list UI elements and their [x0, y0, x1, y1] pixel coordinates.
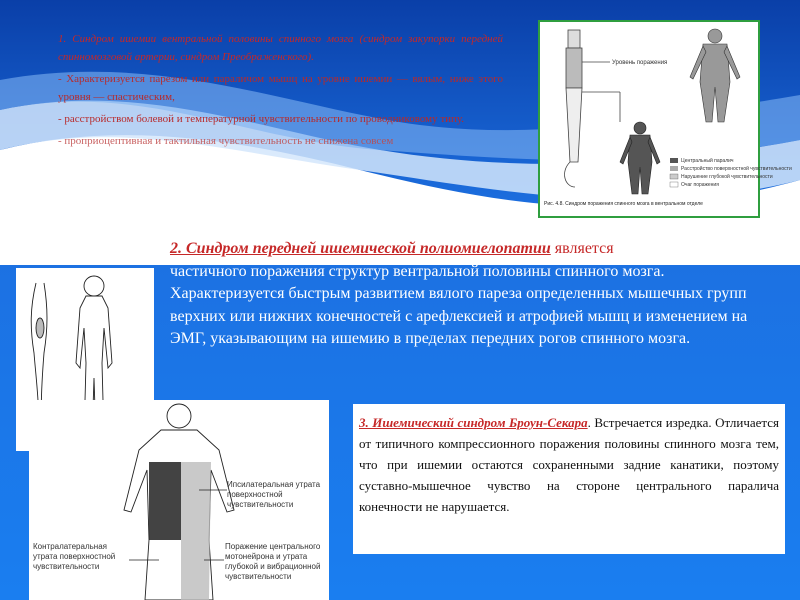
spinal-cord-illustration	[565, 30, 582, 187]
figure-ventral-syndrome	[538, 20, 792, 218]
body-figure-bottom	[620, 122, 660, 194]
figure-top-caption: Рис. 4.8. Синдром поражения спинного мозга в вентральном отделе	[544, 201, 703, 207]
label-ipsilateral: Ипсилатеральная утрата поверхностной чувствительности	[227, 480, 321, 509]
label-contralateral: Контралатеральная утрата поверхностной чувствительности	[33, 542, 116, 571]
syndrome-3-body: . Встречается изредка. Отличается от типичного компрессионного поражения половины спинного мозга тем, что при ишемии остаются сохраненными задние канатики, поэтому суставно-мышечное чувство на стороне центрального паралича конечности не нарушается.	[359, 415, 779, 514]
syndrome-1-subtitle: (синдром закупорки передней спинномозговой артерии, синдром Преображенского).	[58, 33, 504, 63]
figure-ventral-syndrome-illustration	[540, 22, 792, 212]
syndrome-1-text	[58, 30, 503, 154]
syndrome-1-item-3: - проприоцептивная и тактильная чувствительность не снижена совсем	[58, 135, 394, 147]
level-label: Уровень поражения	[612, 60, 668, 66]
syndrome-1-item-2: - расстройством болевой и температурной чувствительности по проводниковому типу.	[58, 113, 465, 125]
legend-item-3: Нарушение глубокой чувствительности	[681, 174, 773, 180]
legend-item-1: Центральный паралич	[681, 158, 734, 164]
body-figure-top	[690, 29, 740, 122]
legend-item-4: Очаг поражения	[681, 182, 719, 188]
syndrome-3-title: 3. Ишемический синдром Броун-Секара	[359, 415, 588, 430]
syndrome-2-text	[170, 238, 770, 351]
figure-brown-sequard	[29, 400, 329, 600]
syndrome-2-title-tail: является	[550, 240, 614, 257]
legend-item-2: Расстройство поверхностной чувствительности	[681, 166, 792, 172]
syndrome-3-text	[353, 404, 785, 554]
label-central: Поражение центрального мотонейрона и утрата глубокой и вибрационной чувствительности	[225, 542, 321, 581]
syndrome-1-item-1: - Характеризуется парезом или параличом мышц на уровне ишемии — вялым, ниже этого уровня — спастическим,	[58, 73, 503, 103]
syndrome-2-body: одним из вариантов частичного поражения структур вентральной половины спинного мозга. Характеризуется быстрым развитием вялого пареза определенных мышечных групп верхних или нижних конечностей с арефлексией и атрофией мышц и изменением на ЭМГ, указывающим на ишемию в пределах передних рогов спинного мозга.	[170, 240, 753, 347]
syndrome-2-title: 2. Синдром передней ишемической полиомиелопатии	[170, 240, 551, 257]
syndrome-1-title: 1. Синдром ишемии вентральной половины спинного мозга	[58, 33, 354, 45]
